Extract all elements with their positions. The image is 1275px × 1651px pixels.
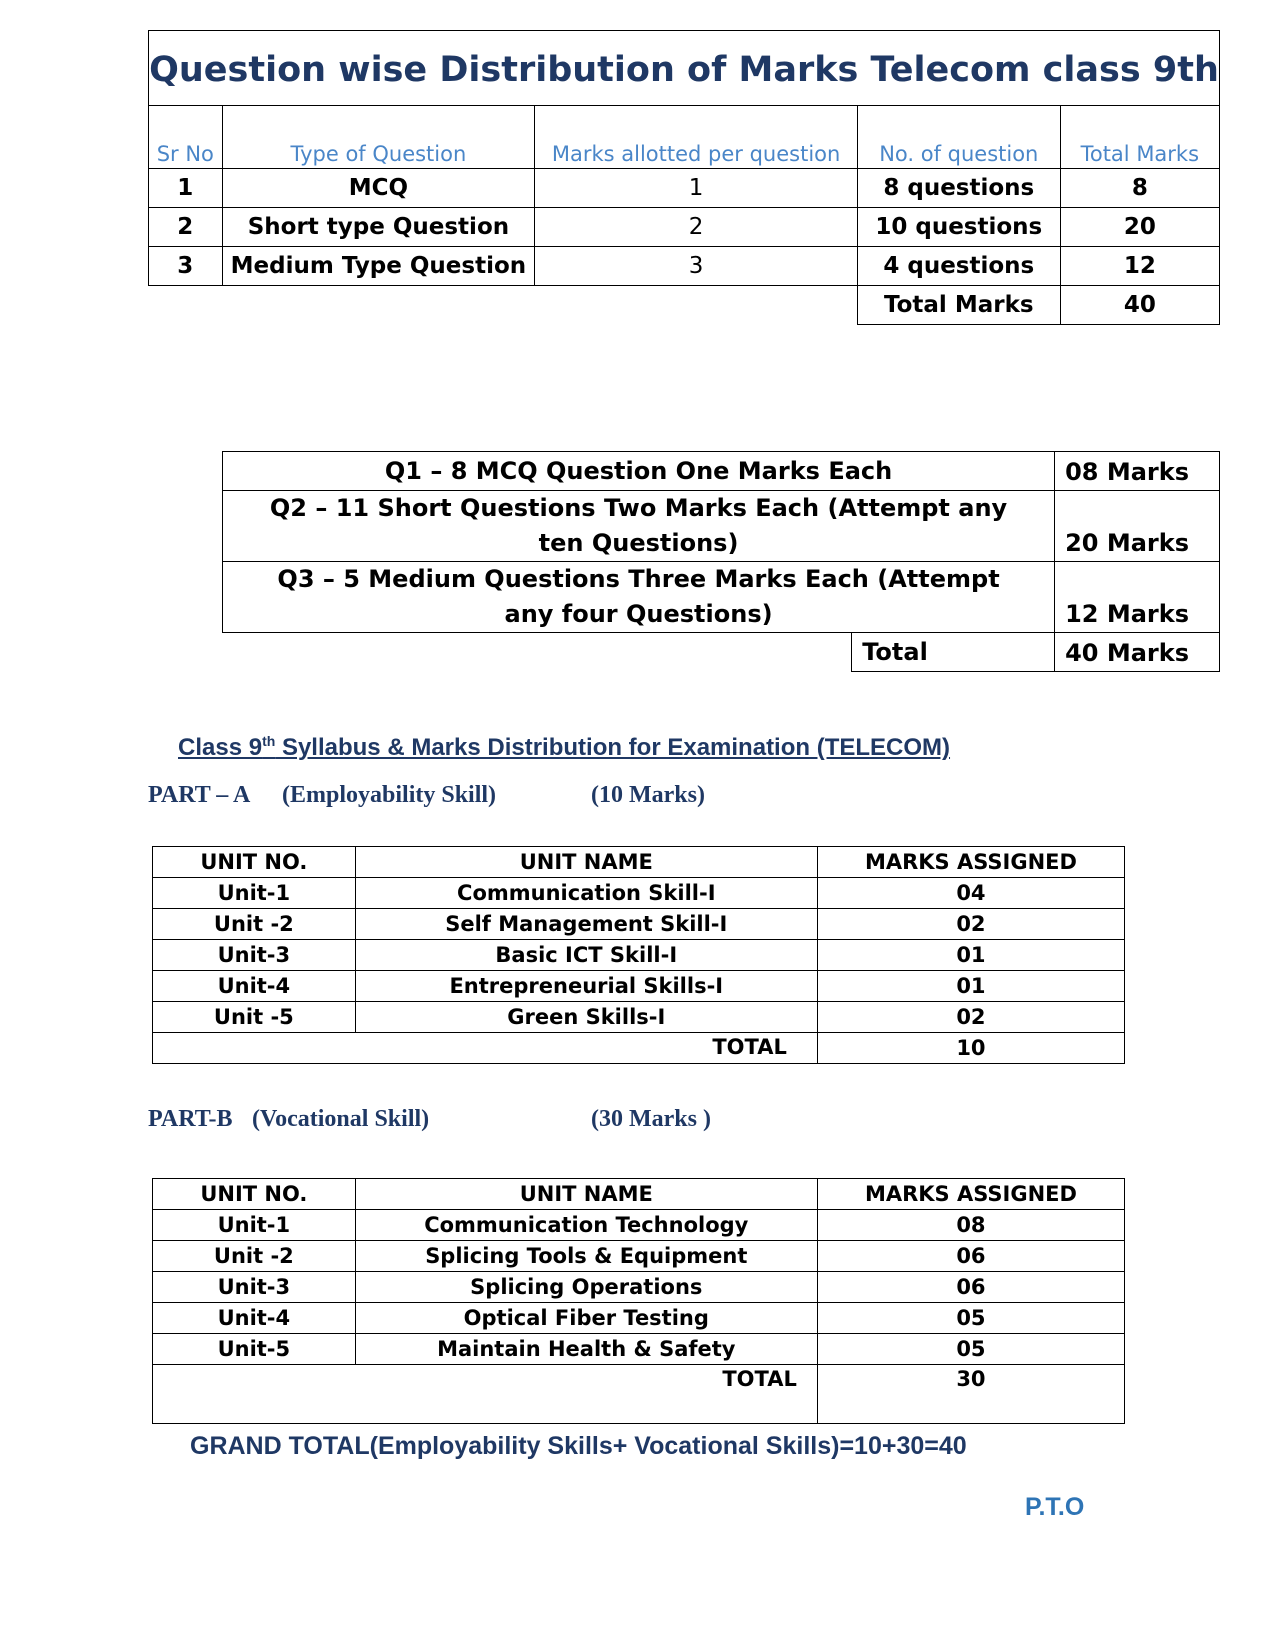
- part-a-label: PART – A: [148, 782, 251, 808]
- table1-header-row: [149, 106, 1220, 169]
- unit-name: Entrepreneurial Skills-I: [355, 971, 817, 1002]
- table-row: [153, 971, 1125, 1002]
- question-pattern-table: [222, 451, 1220, 672]
- unit-name: Self Management Skill-I: [355, 909, 817, 940]
- header-unit-name: UNIT NAME: [355, 847, 817, 878]
- unit-name: Maintain Health & Safety: [355, 1334, 817, 1365]
- part-a-name: (Employability Skill): [282, 782, 497, 808]
- count-cell: 4 questions: [857, 247, 1060, 286]
- question-cell: Q1 – 8 MCQ Question One Marks Each: [223, 452, 1055, 491]
- table-row: [153, 1241, 1125, 1272]
- unit-no: Unit-3: [153, 940, 356, 971]
- pto-text: P.T.O: [1025, 1493, 1085, 1521]
- header-unit-no: UNIT NO.: [153, 1179, 356, 1210]
- part-b-name: (Vocational Skill): [252, 1106, 430, 1132]
- unit-name: Communication Technology: [355, 1210, 817, 1241]
- unit-no: Unit -2: [153, 1241, 356, 1272]
- unit-marks: 04: [817, 878, 1124, 909]
- marks-cell: 12 Marks: [1055, 562, 1220, 633]
- part-b-table: [152, 1178, 1125, 1424]
- total-label: Total Marks: [857, 286, 1060, 325]
- unit-name: Basic ICT Skill-I: [355, 940, 817, 971]
- marks-cell: 08 Marks: [1055, 452, 1220, 491]
- unit-no: Unit -5: [153, 1002, 356, 1033]
- sr-no-cell: 2: [149, 208, 223, 247]
- table-row: [153, 878, 1125, 909]
- table-row: [153, 1334, 1125, 1365]
- unit-marks: 02: [817, 1002, 1124, 1033]
- table-row: [153, 1272, 1125, 1303]
- unit-no: Unit-3: [153, 1272, 356, 1303]
- unit-no: Unit-1: [153, 878, 356, 909]
- header-unit-no: UNIT NO.: [153, 847, 356, 878]
- table-header-row: [153, 847, 1125, 878]
- header-sr-no: Sr No: [149, 106, 223, 169]
- total-value: 40: [1060, 286, 1219, 325]
- unit-marks: 01: [817, 971, 1124, 1002]
- empty-cell: [223, 633, 852, 672]
- total-label: Total: [852, 633, 1055, 672]
- total-cell: 12: [1060, 247, 1219, 286]
- header-marks-per-question: Marks allotted per question: [535, 106, 858, 169]
- unit-name: Green Skills-I: [355, 1002, 817, 1033]
- unit-marks: 02: [817, 909, 1124, 940]
- total-label: TOTAL: [153, 1365, 818, 1424]
- unit-name: Splicing Tools & Equipment: [355, 1241, 817, 1272]
- heading-text-rest: Syllabus & Marks Distribution for Examination (TELECOM): [275, 734, 951, 761]
- unit-no: Unit-4: [153, 1303, 356, 1334]
- unit-marks: 01: [817, 940, 1124, 971]
- count-cell: 8 questions: [857, 169, 1060, 208]
- part-b-label: PART-B: [148, 1106, 233, 1132]
- unit-name: Optical Fiber Testing: [355, 1303, 817, 1334]
- unit-no: Unit -2: [153, 909, 356, 940]
- question-distribution-table: [148, 30, 1220, 325]
- heading-text: Class 9: [178, 734, 263, 761]
- unit-marks: 05: [817, 1334, 1124, 1365]
- table-row: [153, 1303, 1125, 1334]
- question-cell: Q3 – 5 Medium Questions Three Marks Each (Attempt any four Questions): [223, 562, 1055, 633]
- syllabus-heading: [178, 733, 950, 762]
- table-row: [223, 452, 1220, 491]
- sr-no-cell: 3: [149, 247, 223, 286]
- table1-total-row: [149, 286, 1220, 325]
- type-cell: Short type Question: [222, 208, 535, 247]
- table-row: [153, 940, 1125, 971]
- total-value: 10: [817, 1033, 1124, 1064]
- table-row: [149, 247, 1220, 286]
- table-row: [153, 1002, 1125, 1033]
- header-marks: MARKS ASSIGNED: [817, 1179, 1124, 1210]
- table-row: [223, 562, 1220, 633]
- unit-marks: 06: [817, 1241, 1124, 1272]
- total-cell: 20: [1060, 208, 1219, 247]
- table2-total-row: [223, 633, 1220, 672]
- header-marks: MARKS ASSIGNED: [817, 847, 1124, 878]
- total-label: TOTAL: [153, 1033, 818, 1064]
- table-row: [223, 491, 1220, 562]
- type-cell: MCQ: [222, 169, 535, 208]
- table-total-row: [153, 1365, 1125, 1424]
- unit-marks: 08: [817, 1210, 1124, 1241]
- header-type: Type of Question: [222, 106, 535, 169]
- type-cell: Medium Type Question: [222, 247, 535, 286]
- unit-name: Communication Skill-I: [355, 878, 817, 909]
- unit-no: Unit-4: [153, 971, 356, 1002]
- empty-cell: [149, 286, 858, 325]
- part-a-marks: (10 Marks): [591, 782, 705, 808]
- sr-no-cell: 1: [149, 169, 223, 208]
- marks-cell: 1: [535, 169, 858, 208]
- table-row: [153, 909, 1125, 940]
- marks-cell: 3: [535, 247, 858, 286]
- total-cell: 8: [1060, 169, 1219, 208]
- count-cell: 10 questions: [857, 208, 1060, 247]
- table-row: [149, 208, 1220, 247]
- heading-sup: th: [262, 733, 276, 749]
- header-total-marks: Total Marks: [1060, 106, 1219, 169]
- marks-cell: 2: [535, 208, 858, 247]
- question-cell: Q2 – 11 Short Questions Two Marks Each (Attempt any ten Questions): [223, 491, 1055, 562]
- unit-marks: 05: [817, 1303, 1124, 1334]
- unit-no: Unit-5: [153, 1334, 356, 1365]
- marks-cell: 20 Marks: [1055, 491, 1220, 562]
- unit-no: Unit-1: [153, 1210, 356, 1241]
- part-a-table: [152, 846, 1125, 1064]
- table1-title: Question wise Distribution of Marks Telecom class 9th: [149, 31, 1220, 106]
- table-total-row: [153, 1033, 1125, 1064]
- header-unit-name: UNIT NAME: [355, 1179, 817, 1210]
- table-row: [153, 1210, 1125, 1241]
- part-b-marks: (30 Marks ): [591, 1106, 711, 1132]
- header-no-of-question: No. of question: [857, 106, 1060, 169]
- total-value: 30: [817, 1365, 1124, 1424]
- unit-name: Splicing Operations: [355, 1272, 817, 1303]
- unit-marks: 06: [817, 1272, 1124, 1303]
- table-row: [149, 169, 1220, 208]
- grand-total: GRAND TOTAL(Employability Skills+ Vocational Skills)=10+30=40: [190, 1432, 967, 1460]
- table-header-row: [153, 1179, 1125, 1210]
- total-value: 40 Marks: [1055, 633, 1220, 672]
